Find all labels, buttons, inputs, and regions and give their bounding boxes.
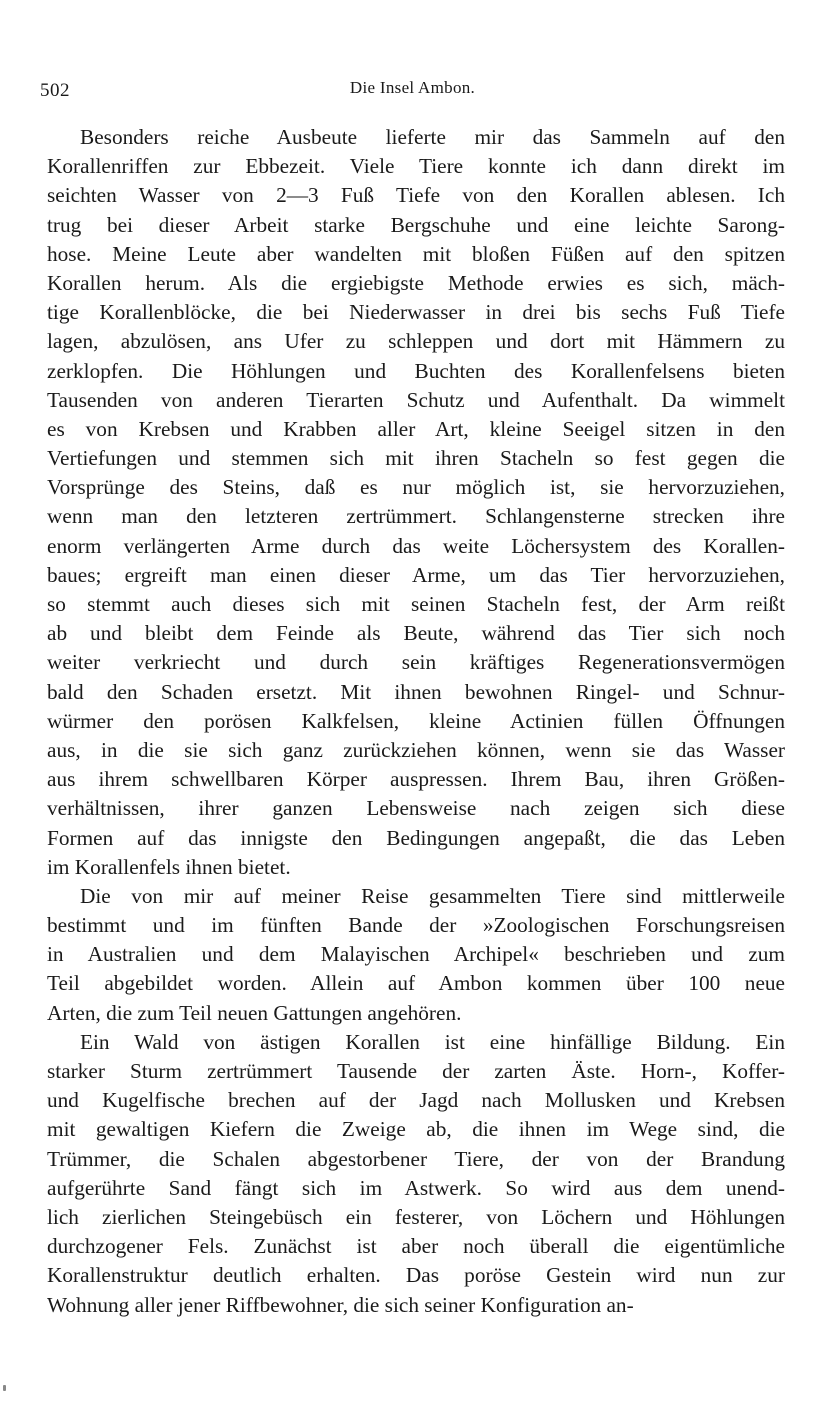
text-line: hose. Meine Leute aber wandelten mit bloßen Füßen auf den spitzen	[47, 241, 785, 266]
text-line: ab und bleibt dem Feinde als Beute, während das Tier sich noch	[47, 621, 785, 646]
text-line: durchzogener Fels. Zunächst ist aber noch überall die eigentümliche	[47, 1234, 785, 1259]
text-body	[47, 123, 785, 1320]
paragraph	[47, 123, 785, 882]
text-line: bestimmt und im fünften Bande der »Zoologischen Forschungsreisen	[47, 913, 785, 938]
page-number: 502	[40, 80, 70, 101]
text-line: bald den Schaden ersetzt. Mit ihnen bewohnen Ringel- und Schnur-	[47, 679, 785, 704]
text-line: wenn man den letzteren zertrümmert. Schlangensterne strecken ihre	[47, 504, 785, 529]
text-line: aufgerührte Sand fängt sich im Astwerk. So wird aus dem unend-	[47, 1175, 785, 1200]
text-line: Vorsprünge des Steins, daß es nur möglich ist, sie hervorzuziehen,	[47, 475, 785, 500]
text-line: seichten Wasser von 2—3 Fuß Tiefe von den Korallen ablesen. Ich	[47, 183, 785, 208]
text-line: so stemmt auch dieses sich mit seinen Stacheln fest, der Arm reißt	[47, 592, 785, 616]
text-line: baues; ergreift man einen dieser Arme, um das Tier hervorzuziehen,	[47, 562, 785, 587]
text-line: Wohnung aller jener Riffbewohner, die sich seiner Konfiguration an-	[47, 1292, 634, 1317]
text-line: Besonders reiche Ausbeute lieferte mir das Sammeln auf den	[80, 125, 785, 149]
scan-speck	[3, 1385, 6, 1391]
text-line: starker Sturm zertrümmert Tausende der zarten Äste. Horn-, Koffer-	[47, 1059, 785, 1083]
text-line: in Australien und dem Malayischen Archipel« beschrieben und zum	[47, 942, 785, 967]
text-line: Vertiefungen und stemmen sich mit ihren Stacheln so fest gegen die	[47, 446, 785, 471]
text-line: enorm verlängerten Arme durch das weite Löchersystem des Korallen-	[47, 533, 785, 558]
text-line: trug bei dieser Arbeit starke Bergschuhe und eine leichte Sarong-	[47, 212, 785, 237]
text-line: Teil abgebildet worden. Allein auf Ambon kommen über 100 neue	[47, 971, 785, 996]
text-line: Formen auf das innigste den Bedingungen angepaßt, die das Leben	[47, 825, 785, 850]
text-line: es von Krebsen und Krabben aller Art, kleine Seeigel sitzen in den	[47, 416, 785, 441]
text-line: Ein Wald von ästigen Korallen ist eine hinfällige Bildung. Ein	[80, 1029, 785, 1054]
text-line: weiter verkriecht und durch sein kräftiges Regenerationsvermögen	[47, 650, 785, 675]
text-line: lagen, abzulösen, ans Ufer zu schleppen und dort mit Hämmern zu	[47, 329, 785, 354]
text-line: Korallen herum. Als die ergiebigste Methode erwies es sich, mäch-	[47, 270, 785, 295]
paragraph	[47, 1028, 785, 1320]
text-line: Tausenden von anderen Tierarten Schutz und Aufenthalt. Da wimmelt	[47, 387, 785, 412]
paragraph	[47, 882, 785, 1028]
text-line: aus ihrem schwellbaren Körper auspressen. Ihrem Bau, ihren Größen-	[47, 767, 785, 792]
running-title: Die Insel Ambon.	[349, 78, 476, 97]
text-line: lich zierlichen Steingebüsch ein festerer, von Löchern und Höhlungen	[47, 1204, 785, 1229]
text-line: im Korallenfels ihnen bietet.	[47, 854, 291, 879]
text-line: verhältnissen, ihrer ganzen Lebensweise nach zeigen sich diese	[47, 796, 785, 821]
text-line: Die von mir auf meiner Reise gesammelten Tiere sind mittlerweile	[80, 883, 785, 908]
text-line: tige Korallenblöcke, die bei Niederwasser in drei bis sechs Fuß Tiefe	[47, 300, 785, 325]
text-line: aus, in die sie sich ganz zurückziehen können, wenn sie das Wasser	[47, 737, 785, 762]
text-line: mit gewaltigen Kiefern die Zweige ab, die ihnen im Wege sind, die	[47, 1117, 785, 1142]
text-line: Trümmer, die Schalen abgestorbener Tiere, der von der Brandung	[47, 1146, 785, 1171]
text-line: Arten, die zum Teil neuen Gattungen angehören.	[47, 1000, 462, 1025]
text-line: und Kugelfische brechen auf der Jagd nach Mollusken und Krebsen	[47, 1088, 785, 1113]
page-header	[40, 78, 785, 104]
text-line: Korallenriffen zur Ebbezeit. Viele Tiere konnte ich dann direkt im	[47, 154, 785, 179]
text-line: zerklopfen. Die Höhlungen und Buchten des Korallenfelsens bieten	[47, 358, 785, 383]
text-line: Korallenstruktur deutlich erhalten. Das poröse Gestein wird nun zur	[47, 1263, 785, 1288]
text-line: würmer den porösen Kalkfelsen, kleine Actinien füllen Öffnungen	[47, 708, 785, 733]
